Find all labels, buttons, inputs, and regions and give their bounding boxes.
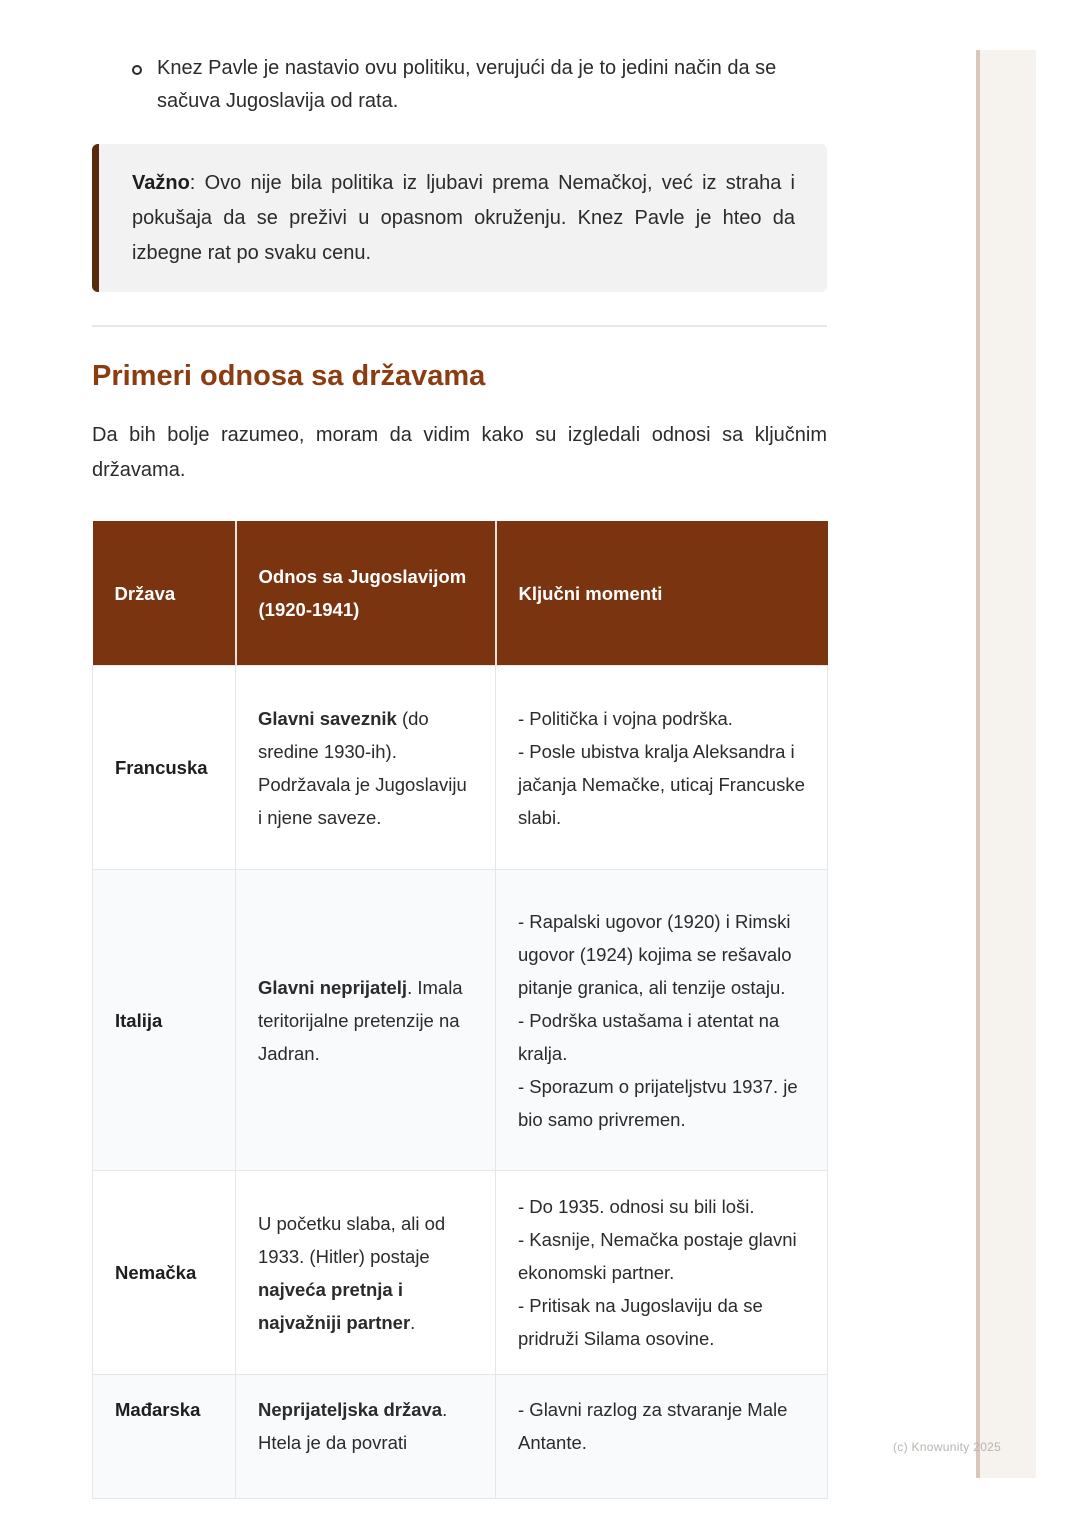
list-item <box>132 52 812 118</box>
table-row <box>93 1171 828 1375</box>
callout-text: : Ovo nije bila politika iz ljubavi prema Nemačkoj, već iz straha i pokušaja da se preživi u opasnom okruženju. Knez Pavle je hteo da izbegne rat po svaku cenu. <box>132 172 795 264</box>
relation-cell: Glavni saveznik (do sredine 1930-ih). Podržavala je Jugoslaviju i njene saveze. <box>236 666 496 870</box>
relations-table <box>92 521 828 1499</box>
moments-cell: - Glavni razlog za stvaranje Male Antante. <box>496 1375 828 1499</box>
relation-cell: Glavni neprijatelj. Imala teritorijalne pretenzije na Jadran. <box>236 870 496 1171</box>
country-cell: Italija <box>93 870 236 1171</box>
hollow-bullet-icon <box>132 65 142 75</box>
table-header-row <box>93 521 828 666</box>
header-relation: Odnos sa Jugoslavijom (1920-1941) <box>236 521 496 666</box>
country-cell: Francuska <box>93 666 236 870</box>
relation-cell: Neprijateljska država. Htela je da povrati <box>236 1375 496 1499</box>
country-cell: Nemačka <box>93 1171 236 1375</box>
header-country: Država <box>93 521 236 666</box>
list-item-text: Knez Pavle je nastavio ovu politiku, verujući da je to jedini način da se sačuva Jugoslavija od rata. <box>157 57 777 112</box>
watermark: (c) Knowunity 2025 <box>893 1440 1002 1454</box>
table-row <box>93 1375 828 1499</box>
table-row <box>93 666 828 870</box>
moments-cell: - Rapalski ugovor (1920) i Rimski ugovor (1924) kojima se rešavalo pitanje granica, ali tenzije ostaju. - Podrška ustašama i atentat na kralja. - Sporazum o prijateljstvu 1937. je bio samo privremen. <box>496 870 828 1171</box>
table-row <box>93 870 828 1171</box>
relation-cell: U početku slaba, ali od 1933. (Hitler) postaje najveća pretnja i najvažniji partner. <box>236 1171 496 1375</box>
section-heading: Primeri odnosa sa državama <box>92 360 486 392</box>
important-callout <box>92 144 827 292</box>
country-cell: Mađarska <box>93 1375 236 1499</box>
callout-label: Važno <box>132 172 190 194</box>
moments-cell: - Politička i vojna podrška. - Posle ubistva kralja Aleksandra i jačanja Nemačke, uticaj Francuske slabi. <box>496 666 828 870</box>
page-sidebar <box>976 50 1036 1478</box>
section-divider <box>92 325 827 327</box>
moments-cell: - Do 1935. odnosi su bili loši. - Kasnije, Nemačka postaje glavni ekonomski partner. - Pritisak na Jugoslaviju da se pridruži Silama osovine. <box>496 1171 828 1375</box>
section-intro: Da bih bolje razumeo, moram da vidim kako su izgledali odnosi sa ključnim državama. <box>92 424 827 481</box>
header-moments: Ključni momenti <box>496 521 828 666</box>
